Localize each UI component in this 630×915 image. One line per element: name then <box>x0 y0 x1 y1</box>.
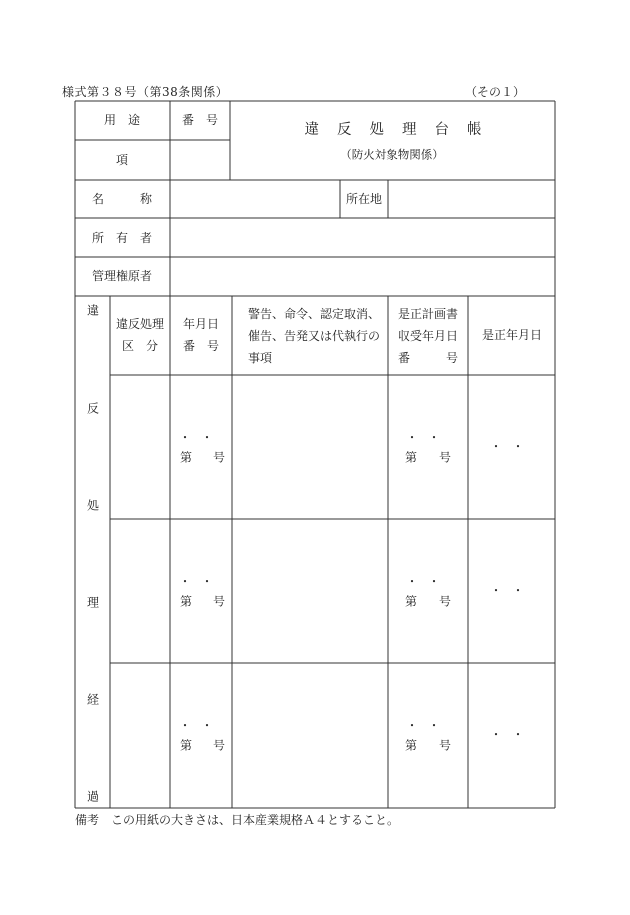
col-date-no-header: 年月日 番 号 <box>182 317 220 353</box>
meishou-label: 名 称 <box>91 192 153 206</box>
date-separator-dots: ・・ <box>178 430 224 445</box>
shozaichi-label: 所在地 <box>345 192 383 206</box>
date-separator-dots: ・・ <box>489 439 535 454</box>
date-separator-dots: ・・ <box>405 430 451 445</box>
kou-label: 項 <box>115 153 129 167</box>
gou-label: 号 <box>212 450 226 465</box>
form-number: 様式第３８号（第38条関係） <box>62 85 229 99</box>
shozaichi-field[interactable] <box>390 182 553 216</box>
gou-label: 号 <box>212 738 226 753</box>
dai-label: 第 <box>404 594 418 609</box>
kubun-field[interactable] <box>112 521 168 661</box>
date-separator-dots: ・・ <box>405 574 451 589</box>
dai-label: 第 <box>179 450 193 465</box>
ledger-subtitle: （防火対象物関係） <box>340 147 444 162</box>
form-part: （その１） <box>465 85 526 99</box>
ledger-title: 違反処理台帳 <box>304 121 500 138</box>
kubun-field[interactable] <box>112 377 168 517</box>
col-matters-header: 警告、命令、認定取消、 催告、告発又は代執行の 事項 <box>248 307 381 365</box>
vertical-label-char: 経 <box>86 692 100 707</box>
date-separator-dots: ・・ <box>178 718 224 733</box>
matters-field[interactable] <box>234 665 386 806</box>
dai-label: 第 <box>404 738 418 753</box>
matters-field[interactable] <box>234 521 386 661</box>
vertical-label-char: 違 <box>86 303 100 318</box>
gou-label: 号 <box>438 450 452 465</box>
date-separator-dots: ・・ <box>405 718 451 733</box>
matters-field[interactable] <box>234 377 386 517</box>
footnote: 備考 この用紙の大きさは、日本産業規格Ａ４とすること。 <box>75 813 400 827</box>
gou-label: 号 <box>212 594 226 609</box>
kanrisha-field[interactable] <box>172 259 553 294</box>
date-separator-dots: ・・ <box>489 583 535 598</box>
dai-label: 第 <box>179 738 193 753</box>
col-correct-header: 是正年月日 <box>481 328 543 342</box>
vertical-label-char: 処 <box>86 498 100 513</box>
date-separator-dots: ・・ <box>489 727 535 742</box>
gou-label: 号 <box>438 738 452 753</box>
dai-label: 第 <box>404 450 418 465</box>
bangou-label: 番 号 <box>181 113 219 127</box>
meishou-field[interactable] <box>172 182 338 216</box>
col-plan-header: 是正計画書 収受年月日 番 号 <box>398 307 459 365</box>
date-separator-dots: ・・ <box>178 574 224 589</box>
dai-label: 第 <box>179 594 193 609</box>
vertical-label-char: 理 <box>86 595 100 610</box>
kubun-field[interactable] <box>112 665 168 806</box>
shoyuusha-label: 所 有 者 <box>91 231 153 245</box>
vertical-label-char: 過 <box>86 789 100 804</box>
shoyuusha-field[interactable] <box>172 220 553 255</box>
youto-label: 用 途 <box>103 113 141 127</box>
gou-label: 号 <box>438 594 452 609</box>
vertical-label-char: 反 <box>86 401 100 416</box>
kanrisha-label: 管理権原者 <box>91 269 153 283</box>
col-kubun-header: 違反処理 区 分 <box>115 317 165 353</box>
